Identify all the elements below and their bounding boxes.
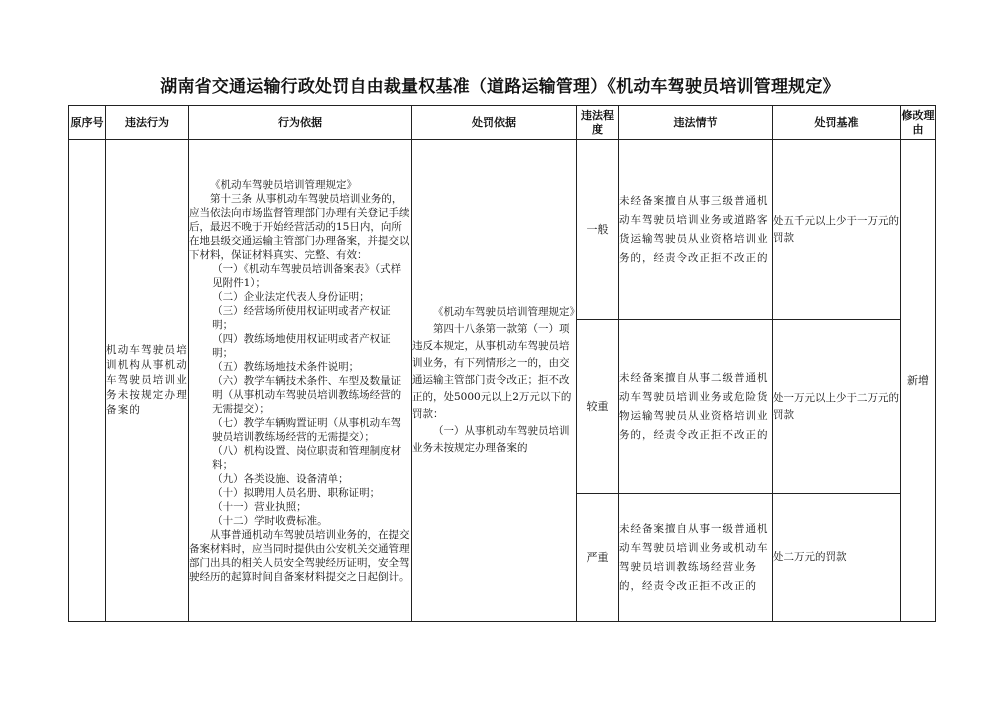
table-row (69, 140, 936, 320)
standard-cell-serious: 处一万元以上少于二万元的罚款 (773, 320, 901, 494)
header-basis: 行为依据 (189, 106, 412, 140)
basis-line: （十一）营业执照； (212, 500, 307, 513)
table-header-row (69, 106, 936, 140)
basis-line: （六）教学车辆技术条件、车型及数量证明（从事机动车驾驶员培训教练场经营的无需提交）； (212, 374, 402, 415)
header-degree: 违法程度 (577, 106, 619, 140)
basis-line: （十二）学时收费标准。 (212, 514, 328, 527)
penalty-basis-cell (412, 140, 580, 622)
reason-cell: 新增 (901, 140, 936, 622)
header-act: 违法行为 (106, 106, 189, 140)
basis-line: （七）教学车辆购置证明（从事机动车驾驶员培训教练场经营的无需提交）； (212, 416, 402, 443)
basis-line: 《机动车驾驶员培训管理规定》 (210, 178, 357, 191)
circumstance-cell-general: 未经备案擅自从事三级普通机动车驾驶员培训业务或道路客货运输驾驶员从业资格培训业务的，经责令改正拒不改正的 (619, 140, 773, 320)
penalty-basis-line: 《机动车驾驶员培训管理规定》 (433, 306, 580, 318)
degree-cell-severe: 严重 (577, 494, 619, 622)
penalty-standard-table (68, 105, 936, 622)
basis-line: （三）经营场所使用权证明或者产权证明； (212, 304, 391, 331)
standard-cell-severe: 处二万元的罚款 (773, 494, 901, 622)
header-seq: 原序号 (69, 106, 106, 140)
legal-basis-cell (189, 140, 412, 622)
circumstance-cell-serious: 未经备案擅自从事二级普通机动车驾驶员培训业务或危险货物运输驾驶员从业资格培训业务的，经责令改正拒不改正的 (619, 320, 773, 494)
penalty-basis-line: 第四十八条第一款第（一）项 违反本规定，从事机动车驾驶员培训业务，有下列情形之一的，由交通运输主管部门责令改正；拒不改正的，处5000元以上2万元以下的罚款： (412, 323, 572, 420)
basis-line: （八）机构设置、岗位职责和管理制度材料； (212, 444, 402, 471)
document-title: 湖南省交通运输行政处罚自由裁量权基准（道路运输管理）《机动车驾驶员培训管理规定》 (160, 77, 840, 97)
basis-line: （十）拟聘用人员名册、职称证明； (212, 486, 381, 499)
degree-cell-general: 一般 (577, 140, 619, 320)
basis-line: （二）企业法定代表人身份证明； (212, 290, 370, 303)
basis-line: （九）各类设施、设备清单； (212, 472, 349, 485)
header-circumstance: 违法情节 (619, 106, 773, 140)
degree-cell-serious: 较重 (577, 320, 619, 494)
basis-line: 第十三条 从事机动车驾驶员培训业务的，应当依法向市场监督管理部门办理有关登记手续后，最迟不晚于开始经营活动的15日内，向所在地县级交通运输主管部门办理备案，并提交以下材料，保证材料真实、完整、有效： (189, 192, 410, 261)
header-reason: 修改理由 (901, 106, 936, 140)
circumstance-cell-severe: 未经备案擅自从事一级普通机动车驾驶员培训业务或机动车驾驶员培训教练场经营业务的，经责令改正拒不改正的 (619, 494, 773, 622)
header-penalty-basis: 处罚依据 (412, 106, 577, 140)
header-standard: 处罚基准 (773, 106, 901, 140)
basis-line: （一）《机动车驾驶员培训备案表》（式样见附件1）； (212, 262, 402, 289)
basis-line: （五）教练场地技术条件说明； (212, 360, 360, 373)
basis-line: 从事普通机动车驾驶员培训业务的，在提交备案材料时，应当同时提供由公安机关交通管理部门出具的相关人员安全驾驶经历证明，安全驾驶经历的起算时间自备案材料提交之日起倒计。 (189, 528, 410, 583)
violation-act-cell: 机动车驾驶员培训机构从事机动车驾驶员培训业务未按规定办理备案的 (106, 140, 189, 622)
basis-line: （四）教练场地使用权证明或者产权证明； (212, 332, 391, 359)
standard-cell-general: 处五千元以上少于一万元的罚款 (773, 140, 901, 320)
seq-cell (69, 140, 106, 622)
penalty-basis-line: （一）从事机动车驾驶员培训业务未按规定办理备案的 (412, 425, 570, 454)
